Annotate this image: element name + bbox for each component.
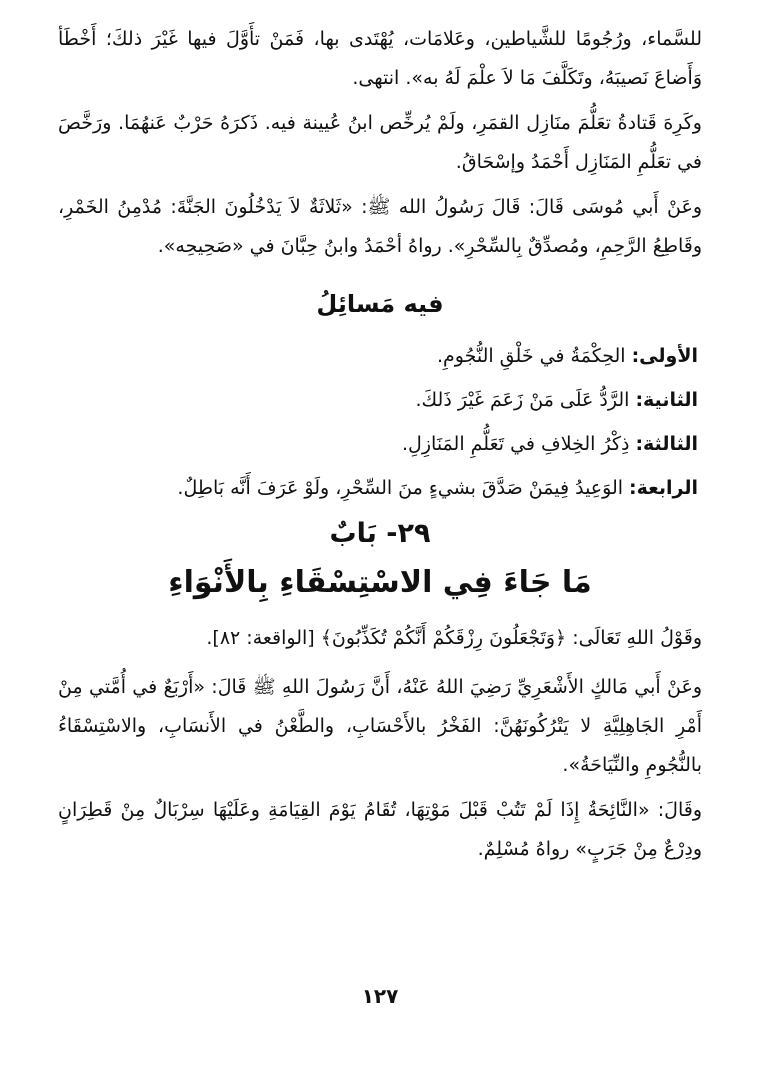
- issue-text: الحِكْمَةُ في خَلْقِ النُّجُومِ.: [436, 345, 626, 367]
- issue-item: [58, 334, 698, 378]
- issues-heading: فيه مَسائِلُ: [316, 290, 444, 318]
- issue-text: ذِكْرُ الخِلافِ في تَعَلُّمِ المَنَازِلِ.: [402, 433, 630, 455]
- issue-text: الرَّدُّ عَلَى مَنْ زَعَمَ غَيْرَ ذَلكَ.: [415, 389, 630, 411]
- paragraph-mourner-hadith: وقَالَ: «النَّائِحَةُ إِذَا لَمْ تَتُبْ قَبْلَ مَوْتِهَا، تُقَامُ يَوْمَ القِيَامَةِ وعَلَيْهَا سِرْبَالٌ مِنْ قَطِرَانٍ ودِرْعٌ مِنْ جَرَبٍ» رواهُ مُسْلِمٌ.: [58, 799, 702, 860]
- page-number: ١٢٧: [361, 984, 399, 1008]
- issues-list: [58, 334, 702, 510]
- issue-item: [58, 378, 698, 422]
- issue-ordinal: الرابعة:: [629, 477, 698, 499]
- chapter-title: مَا جَاءَ فِي الاسْتِسْقَاءِ بِالأَنْوَاءِ: [168, 565, 592, 600]
- issue-ordinal: الثالثة:: [635, 433, 698, 455]
- issue-item: [58, 422, 698, 466]
- paragraph-prohibition-astrology: للسَّماء، ورُجُومًا للشَّياطين، وعَلامَات، يُهْتَدى بها، فَمَنْ تأَوَّلَ فيها غَيْرَ ذلكَ؛ أَخْطَأ وَأَضاعَ نَصيبَهُ، وتَكَلَّفَ مَا لاَ علْمَ لَهُ به». انتهى.: [58, 28, 702, 89]
- issue-ordinal: الثانية:: [635, 389, 698, 411]
- paragraph-abu-musa-hadith: وعَنْ أَبي مُوسَى قَالَ: قَالَ رَسُولُ الله ﷺ: «ثَلاثَةٌ لاَ يَدْخُلُونَ الجَنَّةَ: مُدْمِنُ الخَمْرِ، وقَاطِعُ الرَّحِمِ، ومُصدِّقٌ بِالسِّحْرِ». رواهُ أحْمَدُ وابنُ حِبَّانَ في «صَحِيحِه».: [58, 196, 702, 257]
- issue-text: الوَعِيدُ فِيمَنْ صَدَّقَ بشيءٍ منَ السِّحْرِ، ولَوْ عَرَفَ أَنَّه بَاطِلٌ.: [177, 477, 624, 499]
- chapter-number: ٢٩- بَابٌ: [329, 518, 431, 549]
- paragraph-quran-verse: وقَوْلُ اللهِ تَعَالَى: ﴿وَتَجْعَلُونَ رِزْقَكُمْ أَنَّكُمْ تُكَذِّبُونَ﴾ [الواقعة: ٨٢].: [206, 627, 702, 649]
- paragraph-abu-malik-hadith: وعَنْ أَبي مَالكٍ الأَشْعَرِيِّ رَضِيَ اللهُ عَنْهُ، أَنَّ رَسُولَ اللهِ ﷺ قَالَ: «أَرْبَعٌ في أُمَّتي مِنْ أَمْرِ الجَاهِلِيَّةِ لا يَتْرُكُونَهُنَّ: الفَخْرُ بالأَحْسَابِ، والطَّعْنُ في الأَنسَابِ، والاسْتِسْقَاءُ بالنُّجُومِ والنِّيَاحَةُ».: [58, 676, 702, 776]
- paragraph-qatada-opinion: وكَرِهَ قَتادةُ تعَلُّمَ منَازِل القمَرِ، ولَمْ يُرخِّص ابنُ عُيينة فيه. ذَكرَهُ حَرْبٌ عَنهُمَا. ورَخَّصَ في تعَلُّمِ المَنَازِل أَحْمَدُ وإسْحَاقُ.: [58, 112, 702, 173]
- issue-ordinal: الأولى:: [631, 345, 698, 367]
- issue-item: [58, 466, 698, 510]
